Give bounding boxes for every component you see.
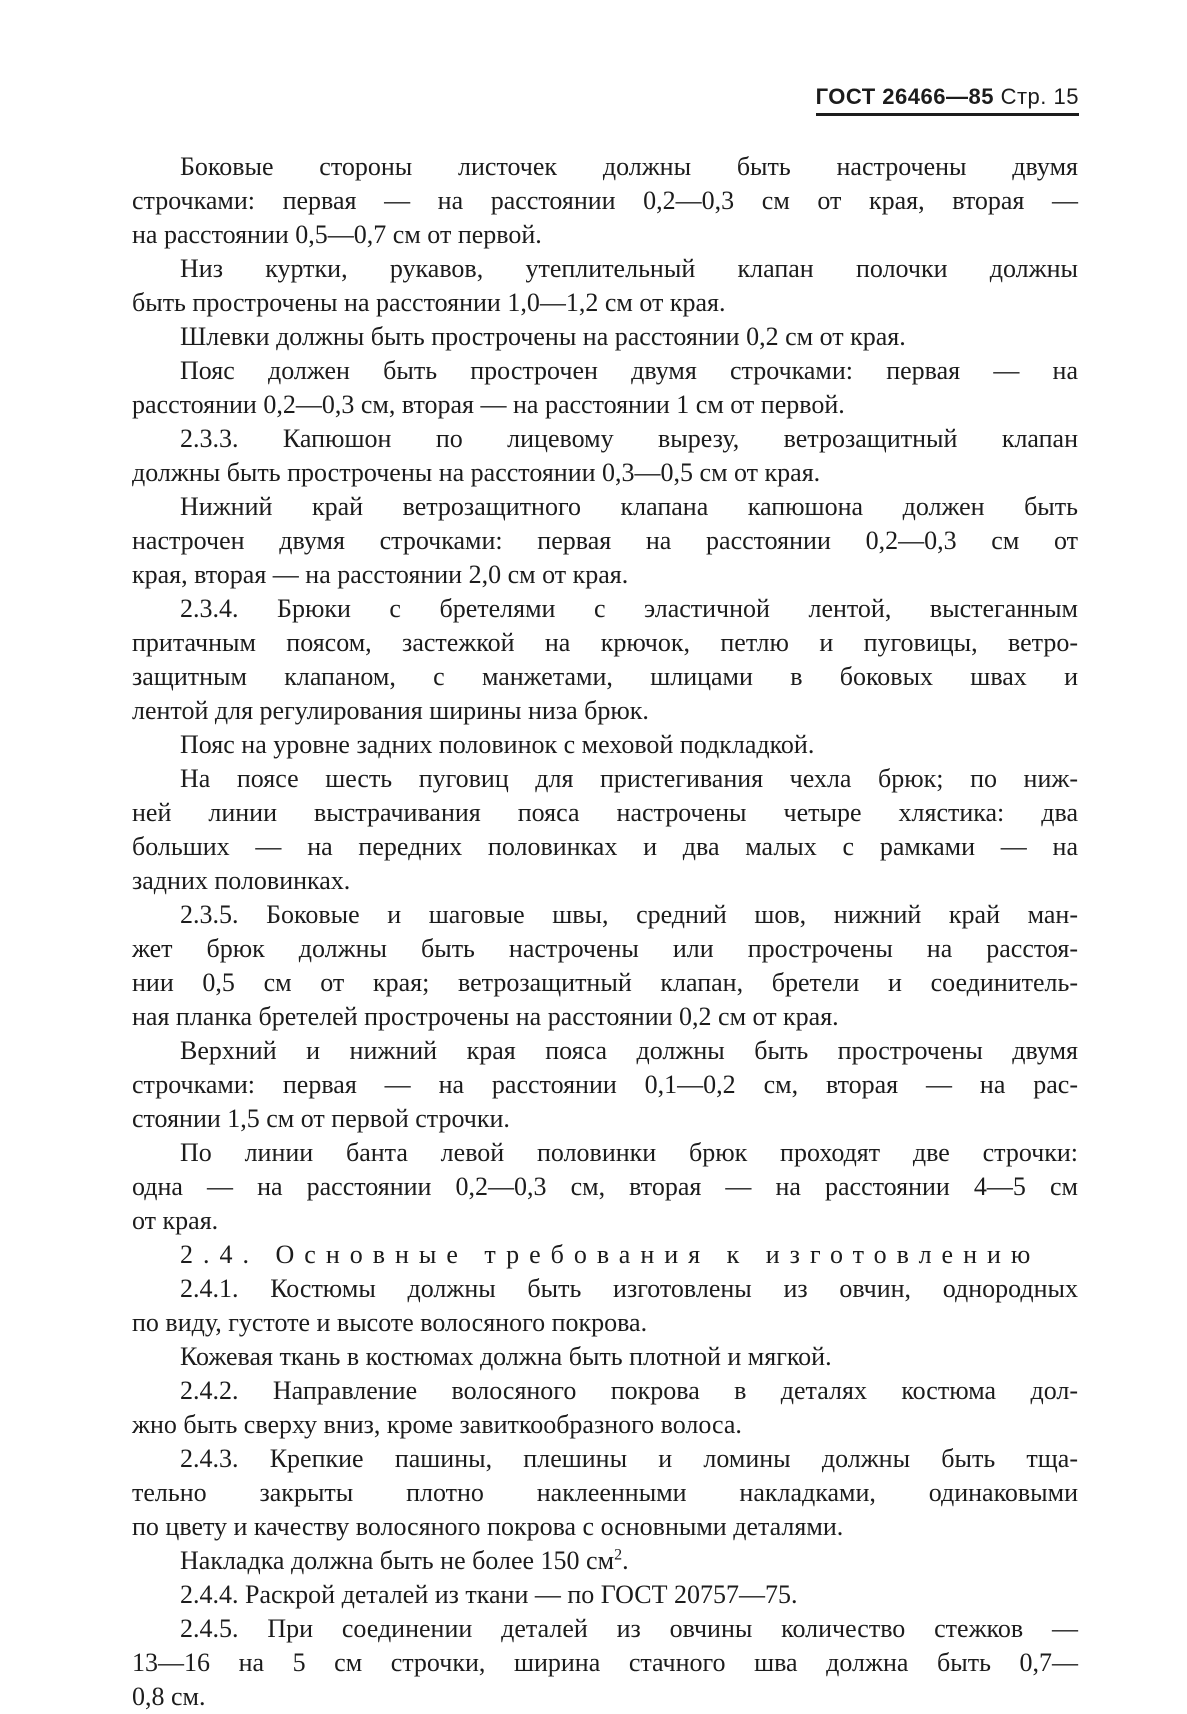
- text-line: 2.3.3. Капюшон по лицевому вырезу, ветрозащитный клапан: [180, 424, 1078, 453]
- text-line: Нижний край ветрозащитного клапана капюшона должен быть: [180, 492, 1078, 521]
- text-line: Шлевки должны быть прострочены на расстоянии 0,2 см от края.: [180, 322, 906, 351]
- text-line: больших — на передних половинках и два малых с рамками — на: [132, 832, 1078, 861]
- text-line: ней линии выстрачивания пояса настрочены четыре хлястика: два: [132, 798, 1078, 827]
- text-line: Кожевая ткань в костюмах должна быть плотной и мягкой.: [180, 1342, 832, 1371]
- text-line: Низ куртки, рукавов, утеплительный клапан полочки должны: [180, 254, 1078, 283]
- text-line: защитным клапаном, с манжетами, шлицами в боковых швах и: [132, 662, 1078, 691]
- text-line: лентой для регулирования ширины низа брюк.: [132, 696, 649, 725]
- text-line: Боковые стороны листочек должны быть настрочены двумя: [180, 152, 1078, 181]
- text-line: по цвету и качеству волосяного покрова с основными деталями.: [132, 1512, 844, 1541]
- text-line: жет брюк должны быть настрочены или прострочены на расстоя-: [132, 934, 1078, 963]
- text-line: 2.3.4. Брюки с бретелями с эластичной лентой, выстеганным: [180, 594, 1078, 623]
- text-line: 2.4.4. Раскрой деталей из ткани — по ГОСТ 20757—75.: [180, 1580, 798, 1609]
- text-line: края, вторая — на расстоянии 2,0 см от края.: [132, 560, 629, 589]
- text-line: Пояс на уровне задних половинок с меховой подкладкой.: [180, 730, 815, 759]
- text-line: На поясе шесть пуговиц для пристегивания чехла брюк; по ниж-: [180, 764, 1078, 793]
- text-line: 2.4.1. Костюмы должны быть изготовлены из овчин, однородных: [180, 1274, 1078, 1303]
- standard-number: ГОСТ 26466—85: [815, 84, 994, 109]
- text-line: По линии банта левой половинки брюк проходят две строчки:: [180, 1138, 1078, 1167]
- text-line: нии 0,5 см от края; ветрозащитный клапан, бретели и соединитель-: [132, 968, 1078, 997]
- text-line: строчками: первая — на расстоянии 0,2—0,3 см от края, вторая —: [132, 186, 1078, 215]
- section-heading: 2.4. Основные требования к изготовлению: [180, 1240, 1041, 1269]
- text-line: 0,8 см.: [132, 1682, 206, 1711]
- text-line: настрочен двумя строчками: первая на расстоянии 0,2—0,3 см от: [132, 526, 1078, 555]
- text-line: притачным поясом, застежкой на крючок, петлю и пуговицы, ветро-: [132, 628, 1078, 657]
- text-fragment: .: [622, 1546, 629, 1575]
- superscript: 2: [614, 1546, 623, 1564]
- text-line: 13—16 на 5 см строчки, ширина стачного шва должна быть 0,7—: [132, 1648, 1078, 1677]
- text-line: [132, 1544, 1078, 1578]
- text-line: от края.: [132, 1206, 219, 1235]
- text-line: одна — на расстоянии 0,2—0,3 см, вторая — на расстоянии 4—5 см: [132, 1172, 1078, 1201]
- text-line: 2.4.5. При соединении деталей из овчины количество стежков —: [180, 1614, 1078, 1643]
- text-line: 2.4.2. Направление волосяного покрова в деталях костюма дол-: [180, 1376, 1078, 1405]
- running-header: [816, 84, 1079, 116]
- text-line: жно быть сверху вниз, кроме завиткообразного волоса.: [132, 1410, 742, 1439]
- text-line: по виду, густоте и высоте волосяного покрова.: [132, 1308, 648, 1337]
- text-line: должны быть прострочены на расстоянии 0,3—0,5 см от края.: [132, 458, 821, 487]
- text-line: быть прострочены на расстоянии 1,0—1,2 см от края.: [132, 288, 726, 317]
- text-fragment: Накладка должна быть не более 150 см: [180, 1546, 615, 1575]
- text-line: тельно закрыты плотно наклеенными накладками, одинаковыми: [132, 1478, 1078, 1507]
- body-text: [132, 150, 1078, 1714]
- text-line: строчками: первая — на расстоянии 0,1—0,2 см, вторая — на рас-: [132, 1070, 1078, 1099]
- text-line: на расстоянии 0,5—0,7 см от первой.: [132, 220, 542, 249]
- text-line: Верхний и нижний края пояса должны быть прострочены двумя: [180, 1036, 1078, 1065]
- page-number: Стр. 15: [1000, 84, 1079, 109]
- text-line: 2.3.5. Боковые и шаговые швы, средний шов, нижний край ман-: [180, 900, 1078, 929]
- text-line: расстоянии 0,2—0,3 см, вторая — на расстоянии 1 см от первой.: [132, 390, 845, 419]
- text-line: стоянии 1,5 см от первой строчки.: [132, 1104, 510, 1133]
- text-line: ная планка бретелей прострочены на расстоянии 0,2 см от края.: [132, 1002, 839, 1031]
- text-line: 2.4.3. Крепкие пашины, плешины и ломины должны быть тща-: [180, 1444, 1078, 1473]
- text-line: задних половинках.: [132, 866, 351, 895]
- text-line: Пояс должен быть прострочен двумя строчками: первая — на: [180, 356, 1078, 385]
